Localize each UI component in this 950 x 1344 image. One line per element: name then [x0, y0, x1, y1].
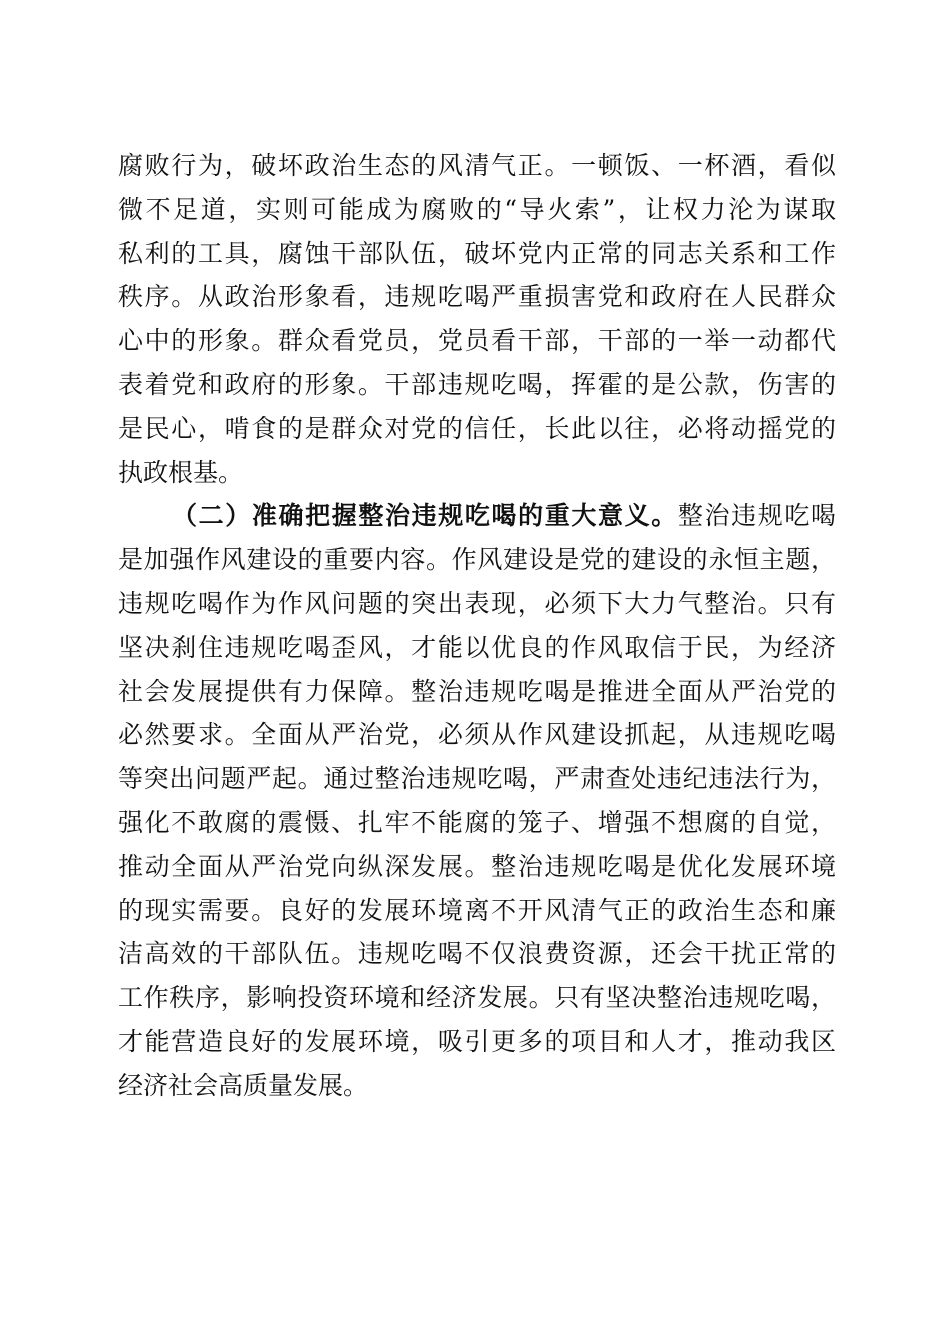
- text-line: 强化不敢腐的震慑、扎牢不能腐的笼子、增强不想腐的自觉，: [118, 807, 836, 837]
- text-line: 心中的形象。群众看党员，党员看干部，干部的一举一动都代: [118, 326, 836, 356]
- section-heading: （二）准确把握整治违规吃喝的重大意义。: [172, 501, 678, 531]
- text-line: 才能营造良好的发展环境，吸引更多的项目和人才，推动我区: [118, 1026, 836, 1056]
- text-line: 洁高效的干部队伍。违规吃喝不仅浪费资源，还会干扰正常的: [118, 939, 836, 969]
- text-line: 社会发展提供有力保障。整治违规吃喝是推进全面从严治党的: [118, 676, 836, 706]
- paragraph-1: [118, 144, 836, 494]
- text-line: 坚决刹住违规吃喝歪风，才能以优良的作风取信于民，为经济: [118, 632, 836, 662]
- text-line: 等突出问题严起。通过整治违规吃喝，严肃查处违纪违法行为，: [118, 764, 836, 794]
- text-line: 是民心，啃食的是群众对党的信任，长此以往，必将动摇党的: [118, 413, 836, 443]
- paragraph-2: [118, 494, 836, 1107]
- text-line-first: [118, 494, 836, 538]
- text-line: 微不足道，实则可能成为腐败的“导火索”，让权力沦为谋取: [118, 194, 836, 224]
- text-line: 违规吃喝作为作风问题的突出表现，必须下大力气整治。只有: [118, 588, 836, 618]
- text-line: 必然要求。全面从严治党，必须从作风建设抓起，从违规吃喝: [118, 720, 836, 750]
- text-line: 经济社会高质量发展。: [118, 1070, 369, 1100]
- text-line: 执政根基。: [118, 457, 244, 487]
- text-line: 私利的工具，腐蚀干部队伍，破坏党内正常的同志关系和工作: [118, 238, 836, 268]
- text-span: 整治违规吃喝: [677, 501, 836, 531]
- text-line: 工作秩序，影响投资环境和经济发展。只有坚决整治违规吃喝，: [118, 983, 836, 1013]
- text-line: 腐败行为，破坏政治生态的风清气正。一顿饭、一杯酒，看似: [118, 151, 836, 180]
- text-line: 秩序。从政治形象看，违规吃喝严重损害党和政府在人民群众: [118, 282, 836, 312]
- text-line: 是加强作风建设的重要内容。作风建设是党的建设的永恒主题，: [118, 545, 836, 575]
- text-line: 的现实需要。良好的发展环境离不开风清气正的政治生态和廉: [118, 895, 836, 925]
- text-line: 表着党和政府的形象。干部违规吃喝，挥霍的是公款，伤害的: [118, 369, 836, 399]
- document-page: [118, 144, 836, 1108]
- text-line: 推动全面从严治党向纵深发展。整治违规吃喝是优化发展环境: [118, 851, 836, 881]
